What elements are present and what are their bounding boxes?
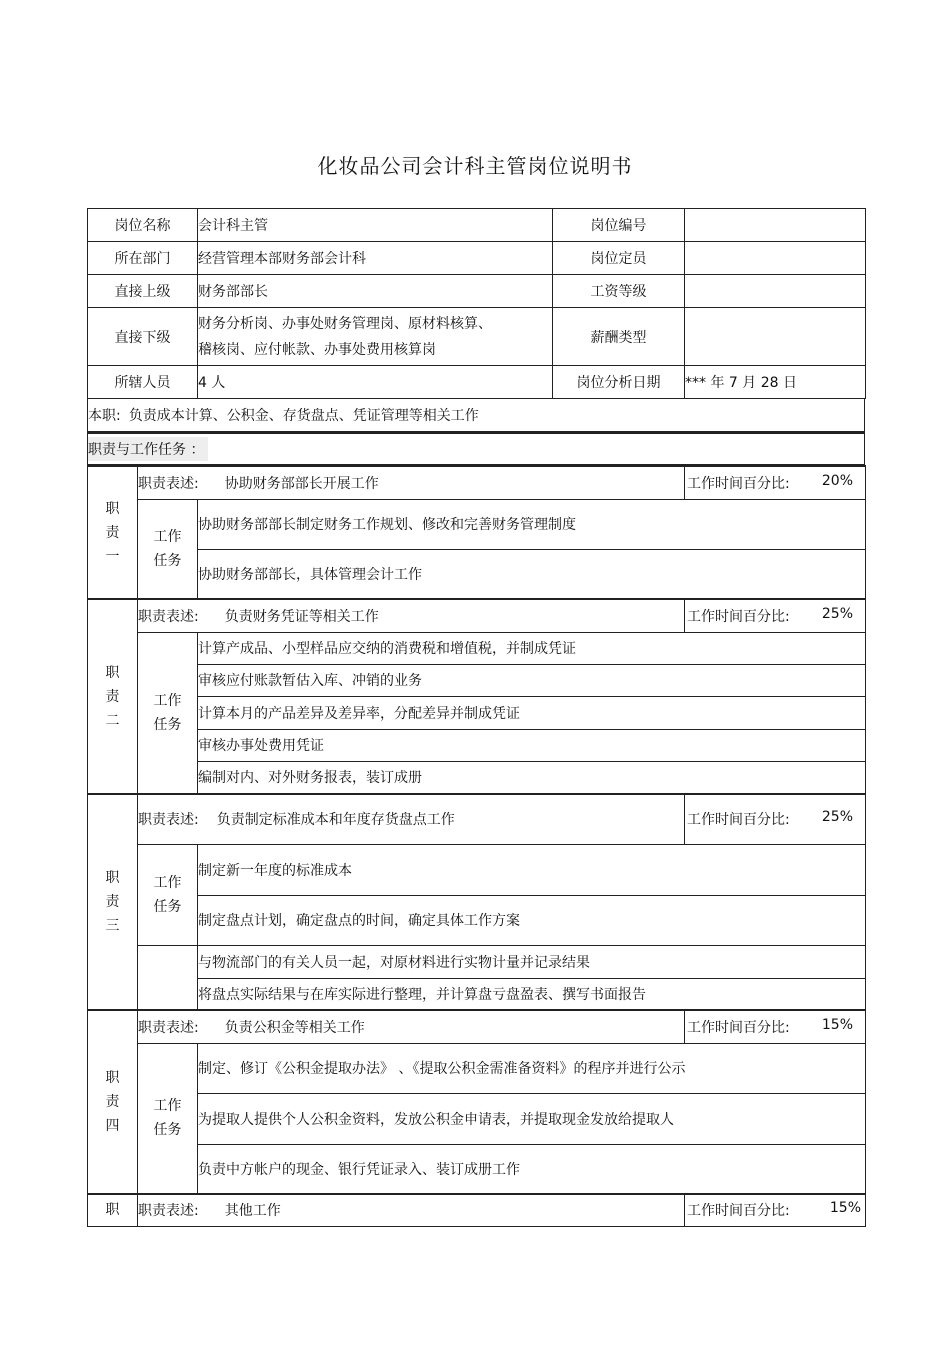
duty-2-task-2: 审核应付账款暂估入库、冲销的业务 xyxy=(198,664,866,696)
value-staff: 4 人 xyxy=(198,366,553,399)
duties-table xyxy=(87,465,866,1227)
value-salary-grade xyxy=(685,275,866,308)
duty-2-task-5: 编制对内、对外财务报表，装订成册 xyxy=(198,761,866,794)
label-department: 所在部门 xyxy=(88,242,198,275)
duty-3-work-label: 工作 任务 xyxy=(138,844,198,945)
main-duty-value: 负责成本计算、公积金、存货盘点、凭证管理等相关工作 xyxy=(128,408,479,424)
value-department: 经营管理本部财务部会计科 xyxy=(198,242,553,275)
duty-2-task-3: 计算本月的产品差异及差异率，分配差异并制成凭证 xyxy=(198,696,866,729)
duty-2-percentage: 工作时间百分比: 25% xyxy=(685,599,866,632)
duty-1-work-label: 工作 任务 xyxy=(138,499,198,599)
duty-2-work-label: 工作 任务 xyxy=(138,632,198,794)
duty-3-work-spacer xyxy=(138,945,198,1010)
duty-3-task-1: 制定新一年度的标准成本 xyxy=(198,844,866,895)
tasks-header-row xyxy=(87,432,865,465)
duty-5-label: 职 xyxy=(88,1194,138,1226)
value-headcount xyxy=(685,242,866,275)
duty-1-description: 职责表述: 协助财务部部长开展工作 xyxy=(138,466,685,499)
tasks-header: 职责与工作任务 ： xyxy=(88,437,208,461)
duty-4-task-3: 负责中方帐户的现金、银行凭证录入、装订成册工作 xyxy=(198,1144,866,1194)
duty-1-task-1: 协助财务部部长制定财务工作规划、修改和完善财务管理制度 xyxy=(198,499,866,549)
label-pay-type: 薪酬类型 xyxy=(553,308,685,366)
page-title: 化妆品公司会计科主管岗位说明书 xyxy=(317,154,633,178)
duty-4-label: 职 责 四 xyxy=(88,1010,138,1194)
basic-info-table xyxy=(87,208,866,399)
duty-4-description: 职责表述: 负责公积金等相关工作 xyxy=(138,1010,685,1043)
value-supervisor: 财务部部长 xyxy=(198,275,553,308)
duty-3-percentage: 工作时间百分比: 25% xyxy=(685,794,866,844)
value-pay-type xyxy=(685,308,866,366)
value-subordinates xyxy=(198,308,553,366)
duty-3-description: 职责表述: 负责制定标准成本和年度存货盘点工作 xyxy=(138,794,685,844)
label-analysis-date: 岗位分析日期 xyxy=(553,366,685,399)
label-headcount: 岗位定员 xyxy=(553,242,685,275)
main-duty-label: 本职: xyxy=(88,408,121,424)
value-position-code xyxy=(685,209,866,242)
duty-3-label: 职 责 三 xyxy=(88,794,138,1010)
label-subordinates: 直接下级 xyxy=(88,308,198,366)
label-supervisor: 直接上级 xyxy=(88,275,198,308)
duty-2-label: 职 责 二 xyxy=(88,599,138,794)
duty-2-task-1: 计算产成品、小型样品应交纳的消费税和增值税，并制成凭证 xyxy=(198,632,866,664)
duty-5-percentage: 工作时间百分比: 15% xyxy=(685,1194,866,1226)
duty-3-task-4: 将盘点实际结果与在库实际进行整理，并计算盘亏盘盈表、撰写书面报告 xyxy=(198,978,866,1010)
label-position-name: 岗位名称 xyxy=(88,209,198,242)
duty-1-task-2: 协助财务部部长，具体管理会计工作 xyxy=(198,549,866,599)
duty-4-task-2: 为提取人提供个人公积金资料，发放公积金申请表，并提取现金发放给提取人 xyxy=(198,1093,866,1144)
duty-4-work-label: 工作 任务 xyxy=(138,1043,198,1194)
job-description-table xyxy=(87,208,865,1227)
main-duty-row xyxy=(87,399,865,432)
duty-3-task-2: 制定盘点计划，确定盘点的时间，确定具体工作方案 xyxy=(198,895,866,945)
duty-1-percentage: 工作时间百分比: 20% xyxy=(685,466,866,499)
duty-4-task-1: 制定、修订《公积金提取办法》 、《提取公积金需准备资料》的程序并进行公示 xyxy=(198,1043,866,1093)
label-position-code: 岗位编号 xyxy=(553,209,685,242)
value-analysis-date: *** 年 7 月 28 日 xyxy=(685,366,866,399)
duty-2-description: 职责表述: 负责财务凭证等相关工作 xyxy=(138,599,685,632)
duty-5-description: 职责表述: 其他工作 xyxy=(138,1194,685,1226)
duty-4-percentage: 工作时间百分比: 15% xyxy=(685,1010,866,1043)
label-staff: 所辖人员 xyxy=(88,366,198,399)
duty-1-label: 职 责 一 xyxy=(88,466,138,599)
duty-3-task-3: 与物流部门的有关人员一起，对原材料进行实物计量并记录结果 xyxy=(198,945,866,978)
value-position-name: 会计科主管 xyxy=(198,209,553,242)
subordinates-line-2: 稽核岗、应付帐款、办事处费用核算岗 xyxy=(198,341,436,358)
duty-2-task-4: 审核办事处费用凭证 xyxy=(198,729,866,761)
subordinates-line-1: 财务分析岗、办事处财务管理岗、原材料核算、 xyxy=(198,315,492,332)
label-salary-grade: 工资等级 xyxy=(553,275,685,308)
